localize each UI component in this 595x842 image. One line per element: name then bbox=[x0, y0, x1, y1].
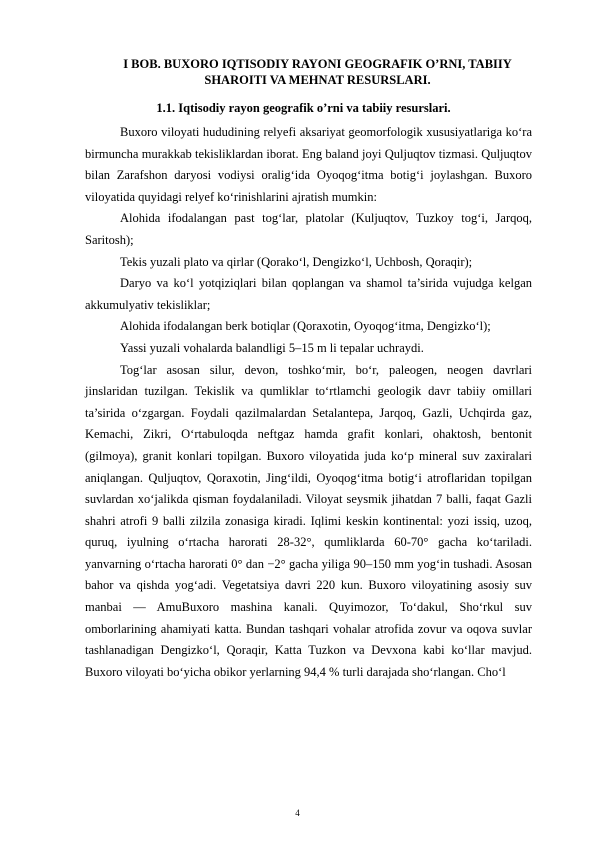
section-title: 1.1. Iqtisodiy rayon geografik o’rni va tabiiy resurslari. bbox=[156, 101, 451, 115]
paragraph: Alohida ifodalangan past tog‘lar, platolar (Kuljuqtov, Tuzkoy tog‘i, Jarqoq, Saritosh); bbox=[85, 211, 532, 247]
page-number: 4 bbox=[295, 808, 300, 818]
paragraph: Alohida ifodalangan berk botiqlar (Qoraxotin, Oyoqog‘itma, Dengizko‘l); bbox=[120, 319, 491, 334]
paragraph: Yassi yuzali vohalarda balandligi 5–15 m li tepalar uchraydi. bbox=[120, 340, 424, 355]
paragraph: Tog‘lar asosan silur, devon, toshko‘mir, bo‘r, paleogen, neogen davrlari jinslaridan tuzilgan. Tekislik va qumliklar to‘rtlamchi geologik davr tabiiy omillari ta’sirida o‘zgargan. Foydali qazilmalardan Setalantepa, Jarqoq, Gazli, Uchqirda gaz, Kemachi, Zikri, O‘rtabuloqda neftgaz hamda grafit konlari, ohaktosh, bentonit (gilmoya), granit konlari topilgan. Buxoro viloyatida juda ko‘p mineral suv zaxiralari aniqlangan. Quljuqtov, Qoraxotin, Jing‘ildi, Oyoqog‘itma botig‘i atroflaridan topilgan suvlardan xo‘jalikda qisman foydalaniladi. Viloyat seysmik jihatdan 7 balli, faqat Gazli shahri atrofi 9 balli zilzila zonasiga kiradi. Iqlimi keskin kontinental: yozi issiq, uzoq, quruq, iyulning o‘rtacha harorati 28-32°, qumliklarda 60-70° gacha ko‘tariladi. yanvarning o‘rtacha harorati 0° dan −2° gacha yiliga 90–150 mm yog‘in tushadi. Asosan bahor va qishda yog‘adi. Vegetatsiya davri 220 kun. Buxoro viloyatining asosiy suv manbai — AmuBuxoro mashina kanali. Quyimozor, To‘dakul, Sho‘rkul suv omborlarining ahamiyati katta. Bundan tashqari vohalar atrofida zovur va oqova suvlar tashlanadigan Dengizko‘l, Qoraqir, Katta Tuzkon va Devxona kabi ko‘llar mavjud. Buxoro viloyati bo‘yicha obikor yerlarning 94,4 % turli darajada sho‘rlangan. Cho‘l bbox=[85, 362, 532, 679]
paragraph: Daryo va ko‘l yotqiziqlari bilan qoplangan va shamol ta’sirida vujudga kelgan akkumulyativ tekisliklar; bbox=[85, 276, 532, 312]
paragraph: Tekis yuzali plato va qirlar (Qorako‘l, Dengizko‘l, Uchbosh, Qoraqir); bbox=[120, 254, 473, 269]
chapter-title: I BOB. BUXORO IQTISODIY RAYONI GEOGRAFIK O’RNI, TABIIY SHAROITI VA MEHNAT RESURSLARI. bbox=[123, 57, 512, 87]
page-content bbox=[85, 56, 532, 683]
paragraph: Buxoro viloyati hududining relyefi aksariyat geomorfologik xususiyatlariga ko‘ra birmuncha murakkab tekisliklardan iborat. Eng baland joyi Quljuqtov tizmasi. Quljuqtov bilan Zarafshon daryosi vodiysi oralig‘ida Oyoqog‘itma botig‘i joylashgan. Buxoro viloyatida quyidagi relyef ko‘rinishlarini ajratish mumkin: bbox=[85, 125, 532, 204]
